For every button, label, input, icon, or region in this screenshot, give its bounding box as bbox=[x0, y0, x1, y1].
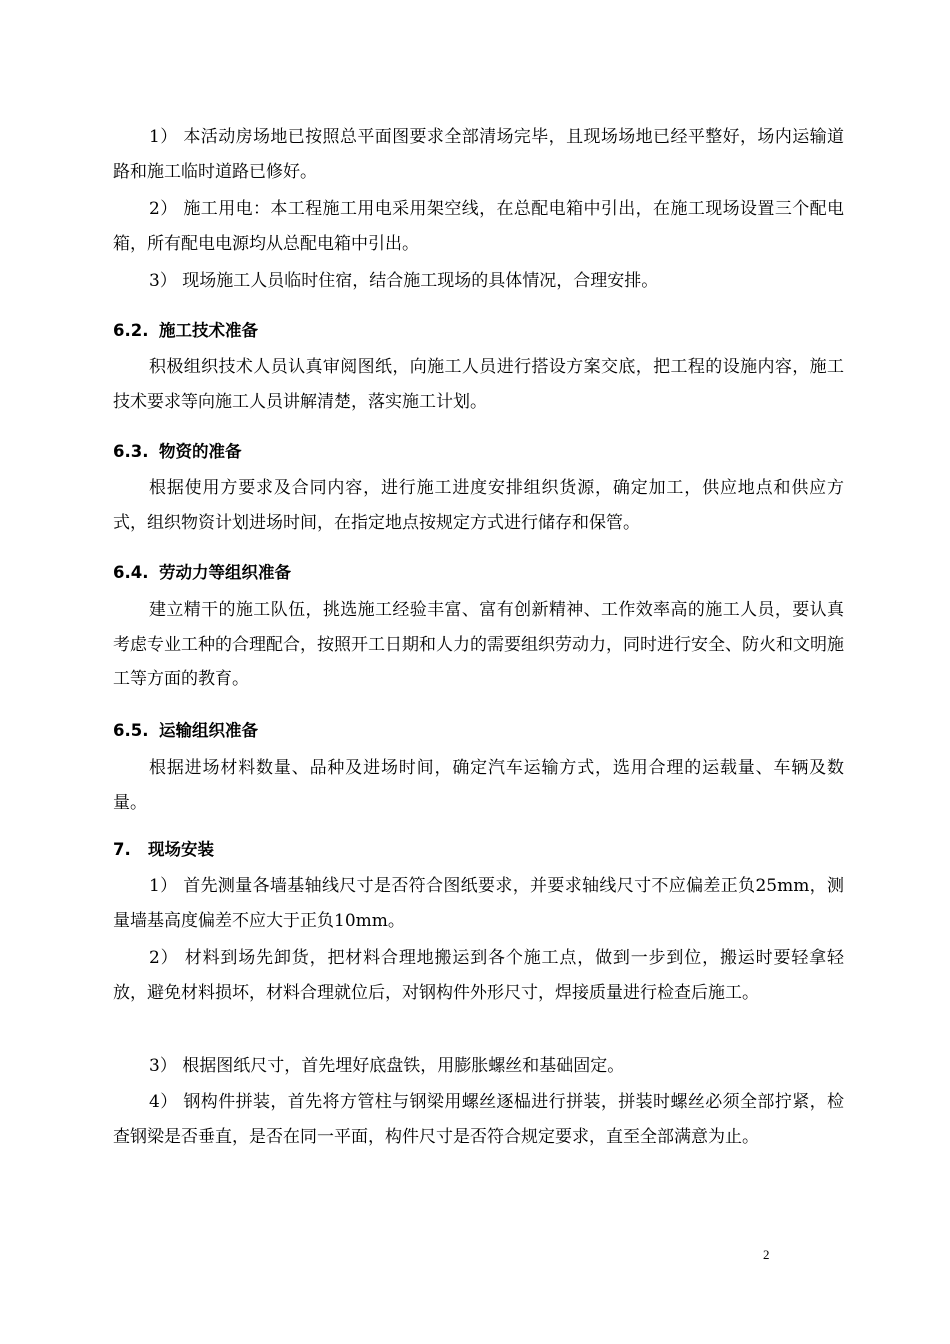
section-number: 6.5. bbox=[113, 721, 149, 740]
section-title: 施工技术准备 bbox=[159, 321, 258, 340]
section-number: 6.3. bbox=[113, 442, 149, 461]
paragraph-steel-assembly: 4） 钢构件拼装，首先将方管柱与钢梁用螺丝逐榀进行拼装，拼装时螺丝必须全部拧紧，检查钢梁是否垂直，是否在同一平面，构件尺寸是否符合规定要求，直至全部满意为止。 bbox=[113, 1092, 844, 1147]
section-number: 6.4. bbox=[113, 563, 149, 582]
section-title: 物资的准备 bbox=[159, 442, 242, 461]
paragraph-labor-organization: 建立精干的施工队伍，挑选施工经验丰富、富有创新精神、工作效率高的施工人员，要认真考虑专业工种的合理配合，按照开工日期和人力的需要组织劳动力，同时进行安全、防火和文明施工等方面的教育。 bbox=[113, 600, 844, 689]
section-heading-6-4 bbox=[113, 558, 844, 588]
paragraph-transport-organization: 根据进场材料数量、品种及进场时间，确定汽车运输方式，选用合理的运载量、车辆及数量。 bbox=[113, 758, 844, 813]
paragraph-site-clearing: 1） 本活动房场地已按照总平面图要求全部清场完毕，且现场场地已经平整好，场内运输道路和施工临时道路已修好。 bbox=[113, 127, 844, 182]
section-title: 现场安装 bbox=[148, 840, 214, 859]
page-number: 2 bbox=[763, 1247, 770, 1262]
paragraph-worker-housing: 3） 现场施工人员临时住宿，结合施工现场的具体情况，合理安排。 bbox=[149, 271, 659, 291]
paragraph-power-supply: 2） 施工用电：本工程施工用电采用架空线，在总配电箱中引出，在施工现场设置三个配电箱，所有配电电源均从总配电箱中引出。 bbox=[113, 199, 844, 254]
paragraph-axis-measurement: 1） 首先测量各墙基轴线尺寸是否符合图纸要求，并要求轴线尺寸不应偏差正负25mm，测量墙基高度偏差不应大于正负10mm。 bbox=[113, 876, 844, 931]
paragraph-material-unloading: 2） 材料到场先卸货，把材料合理地搬运到各个施工点，做到一步到位，搬运时要轻拿轻放，避免材料损坏，材料合理就位后，对钢构件外形尺寸，焊接质量进行检查后施工。 bbox=[113, 948, 844, 1003]
section-heading-6-5 bbox=[113, 716, 844, 746]
section-heading-7 bbox=[113, 835, 844, 865]
section-title: 劳动力等组织准备 bbox=[159, 563, 291, 582]
section-heading-6-2 bbox=[113, 316, 844, 346]
paragraph-technical-preparation: 积极组织技术人员认真审阅图纸，向施工人员进行搭设方案交底，把工程的设施内容，施工技术要求等向施工人员讲解清楚，落实施工计划。 bbox=[113, 357, 844, 412]
paragraph-material-preparation: 根据使用方要求及合同内容，进行施工进度安排组织货源，确定加工，供应地点和供应方式，组织物资计划进场时间，在指定地点按规定方式进行储存和保管。 bbox=[113, 478, 844, 533]
paragraph-base-plate: 3） 根据图纸尺寸，首先埋好底盘铁，用膨胀螺丝和基础固定。 bbox=[149, 1056, 625, 1076]
section-heading-6-3 bbox=[113, 437, 844, 467]
section-title: 运输组织准备 bbox=[159, 721, 258, 740]
section-number: 7. bbox=[113, 840, 131, 859]
section-number: 6.2. bbox=[113, 321, 149, 340]
